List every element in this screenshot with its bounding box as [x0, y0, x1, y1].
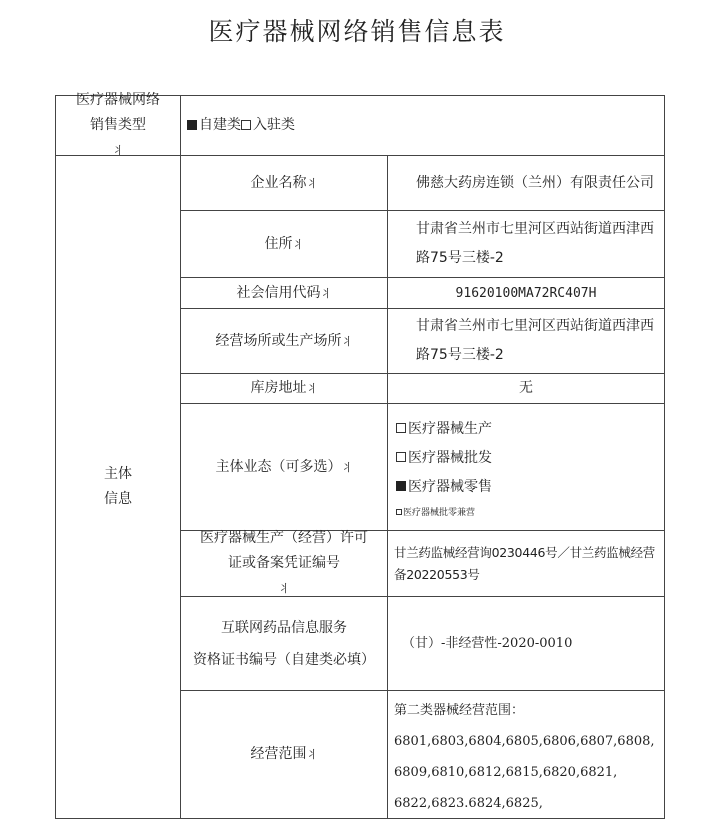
internet-license-value: （甘）-非经营性-2020-0010	[402, 636, 573, 651]
main-info-label-line2: 信息	[104, 491, 132, 507]
checked-box-icon	[187, 120, 197, 130]
warehouse-value: 无	[519, 380, 533, 396]
mark-glyph: ⺦	[292, 237, 304, 251]
residence-label: 住所 ⺦	[181, 211, 387, 277]
checked-box-icon	[396, 481, 406, 491]
page-title: 医疗器械网络销售信息表	[208, 17, 506, 46]
license-value: 甘兰药监械经营询0230446号／甘兰药监械经营备20220553号	[394, 544, 655, 582]
warehouse-label: 库房地址 ⺦	[181, 374, 387, 403]
mark-glyph: ⺦	[341, 334, 353, 348]
company-name-label: 企业名称 ⺦	[181, 156, 387, 210]
option-settled: 入驻类	[253, 117, 295, 133]
mark-glyph: ⺦	[306, 382, 318, 395]
business-form-opt-retail: 医疗器械零售	[396, 472, 492, 502]
credit-code-label: 社会信用代码 ⺦	[181, 278, 387, 308]
sales-type-label-line2: 销售类型	[90, 117, 146, 133]
unchecked-box-icon	[241, 120, 251, 130]
sales-type-options	[181, 96, 664, 155]
sales-type-label-line1: 医疗器械网络	[76, 92, 160, 108]
credit-code-value: 91620100MA72RC407H	[455, 285, 597, 301]
mark-glyph: ⺦	[278, 582, 290, 595]
company-name-value: 佛慈大药房连锁（兰州）有限责任公司	[416, 174, 654, 191]
business-scope-label: 经营范围 ⺦	[181, 691, 387, 818]
mark-glyph: ⺦	[306, 176, 318, 190]
business-place-label: 经营场所或生产场所 ⺦	[181, 309, 387, 373]
main-info-label	[56, 156, 180, 818]
scope-line-2: 6801,6803,6804,6805,6806,6807,6808,6809,6810,6812,6815,6820,6821,	[394, 734, 655, 780]
business-form-opt-wholesale: 医疗器械批发	[396, 444, 492, 472]
scope-line-1: 第二类器械经营范围：	[394, 703, 525, 718]
business-form-opt-production: 医疗器械生产	[396, 414, 492, 444]
business-form-label: 主体业态（可多选） ⺦	[181, 404, 387, 530]
business-form-options	[388, 404, 664, 530]
unchecked-box-icon	[396, 509, 402, 515]
internet-license-label: 互联网药品信息服务 资格证书编号（自建类必填）	[193, 619, 375, 668]
scope-line-3: 6822,6823.6824,6825,	[394, 796, 543, 811]
mark-glyph: ⺦	[341, 460, 353, 474]
main-info-label-line1: 主体	[104, 466, 132, 482]
license-label: 医疗器械生产（经营）许可 证或备案凭证编号 ⺦	[181, 531, 387, 596]
mark-glyph: ⺦	[320, 286, 332, 300]
unchecked-box-icon	[396, 423, 406, 433]
business-place-value: 甘肃省兰州市七里河区西站街道西津西路75号三楼-2	[416, 318, 654, 363]
unchecked-box-icon	[396, 452, 406, 462]
option-self-built: 自建类	[199, 117, 241, 133]
sales-type-label	[56, 92, 180, 157]
mark-glyph: ⺦	[112, 144, 124, 157]
residence-value: 甘肃省兰州市七里河区西站街道西津西路75号三楼-2	[416, 221, 654, 266]
business-form-opt-both: 医疗器械批零兼营	[396, 506, 492, 520]
business-scope-value	[388, 691, 664, 818]
mark-glyph: ⺦	[306, 748, 318, 761]
